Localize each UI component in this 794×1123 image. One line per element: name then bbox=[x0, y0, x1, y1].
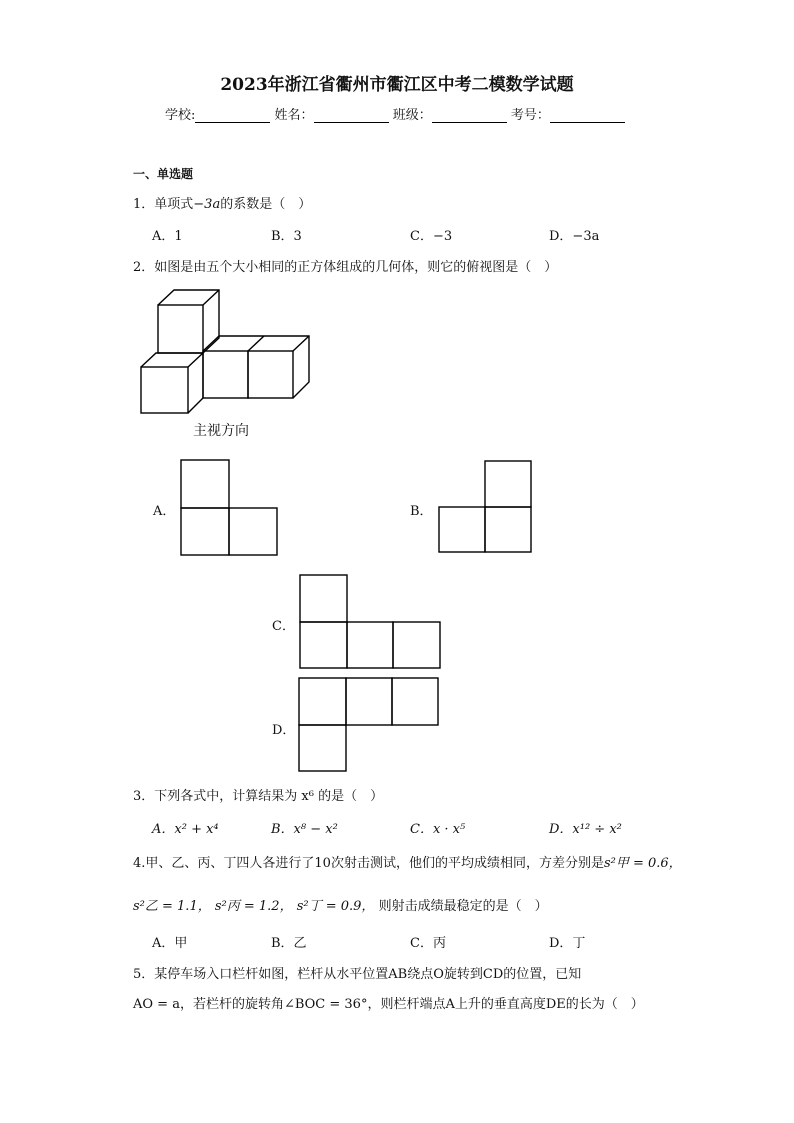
class-blank[interactable] bbox=[432, 109, 507, 123]
name-label: 姓名： bbox=[274, 108, 314, 123]
question-4-text2: 则射击成绩最稳定的是（ ） bbox=[378, 899, 548, 914]
class-label: 班级： bbox=[392, 108, 432, 123]
question-4-text: 4.甲、乙、丙、丁四人各进行了10次射击测试，他们的平均成绩相同，方差分别是 bbox=[133, 856, 604, 871]
q3-option-c[interactable]: C．x · x⁵ bbox=[410, 822, 466, 837]
variance-jia: s²甲 = 0.6， bbox=[603, 856, 682, 871]
option-a-figure[interactable] bbox=[180, 459, 280, 557]
name-blank[interactable] bbox=[314, 109, 389, 123]
q1-option-b[interactable]: B．3 bbox=[271, 229, 302, 244]
question-1-text2: 的系数是（ ） bbox=[220, 197, 312, 212]
option-d-figure[interactable] bbox=[298, 677, 442, 773]
q3-option-a[interactable]: A．x² + x⁴ bbox=[152, 822, 219, 837]
q4-option-d[interactable]: D．丁 bbox=[549, 936, 586, 951]
number-blank[interactable] bbox=[550, 109, 625, 123]
question-3-text: 3．下列各式中，计算结果为 x⁶ 的是（ ） bbox=[133, 789, 384, 804]
question-5-line1: 5．某停车场入口栏杆如图，栏杆从水平位置AB绕点O旋转到CD的位置，已知 bbox=[133, 967, 582, 982]
question-2-text: 2．如图是由五个大小相同的正方体组成的几何体，则它的俯视图是（ ） bbox=[133, 260, 558, 275]
question-1-text: 1．单项式 bbox=[133, 197, 194, 212]
q2-option-b[interactable]: B． bbox=[410, 504, 433, 519]
question-4-line2 bbox=[133, 895, 548, 914]
question-1-expr: −3a bbox=[193, 197, 221, 212]
q1-option-d[interactable]: D．−3a bbox=[549, 229, 600, 244]
q1-option-c[interactable]: C．−3 bbox=[410, 229, 453, 244]
q4-option-b[interactable]: B．乙 bbox=[271, 936, 307, 951]
q2-option-a[interactable]: A． bbox=[153, 504, 176, 519]
question-4-line1 bbox=[133, 852, 682, 871]
q3-option-b[interactable]: B．x⁸ − x² bbox=[271, 822, 338, 837]
school-label: 学校: bbox=[165, 108, 196, 123]
variance-yi: s²乙 = 1.1， bbox=[133, 899, 211, 914]
variance-bing: s²丙 = 1.2， bbox=[214, 899, 293, 914]
school-blank[interactable] bbox=[195, 109, 270, 123]
q2-option-d[interactable]: D． bbox=[272, 723, 296, 738]
view-direction-caption: 主视方向 bbox=[193, 423, 249, 439]
question-1 bbox=[133, 193, 311, 212]
number-label: 考号： bbox=[510, 108, 550, 123]
student-info-row bbox=[165, 104, 625, 123]
q1-option-a[interactable]: A．1 bbox=[152, 229, 183, 244]
option-c-figure[interactable] bbox=[299, 574, 443, 670]
q4-option-a[interactable]: A．甲 bbox=[152, 936, 188, 951]
page-title: 2023年浙江省衢州市衢江区中考二模数学试题 bbox=[220, 75, 574, 95]
question-5-line2: AO = a，若栏杆的旋转角∠BOC = 36°，则栏杆端点A上升的垂直高度DE的长为（ ） bbox=[133, 997, 644, 1012]
option-b-figure[interactable] bbox=[438, 460, 534, 554]
variance-ding: s²丁 = 0.9， bbox=[296, 899, 375, 914]
q3-option-d[interactable]: D．x¹² ÷ x² bbox=[549, 822, 622, 837]
section-heading: 一、单选题 bbox=[133, 167, 194, 181]
q4-option-c[interactable]: C．丙 bbox=[410, 936, 446, 951]
q2-option-c[interactable]: C． bbox=[272, 619, 295, 634]
solid-figure-diagram bbox=[138, 288, 316, 418]
